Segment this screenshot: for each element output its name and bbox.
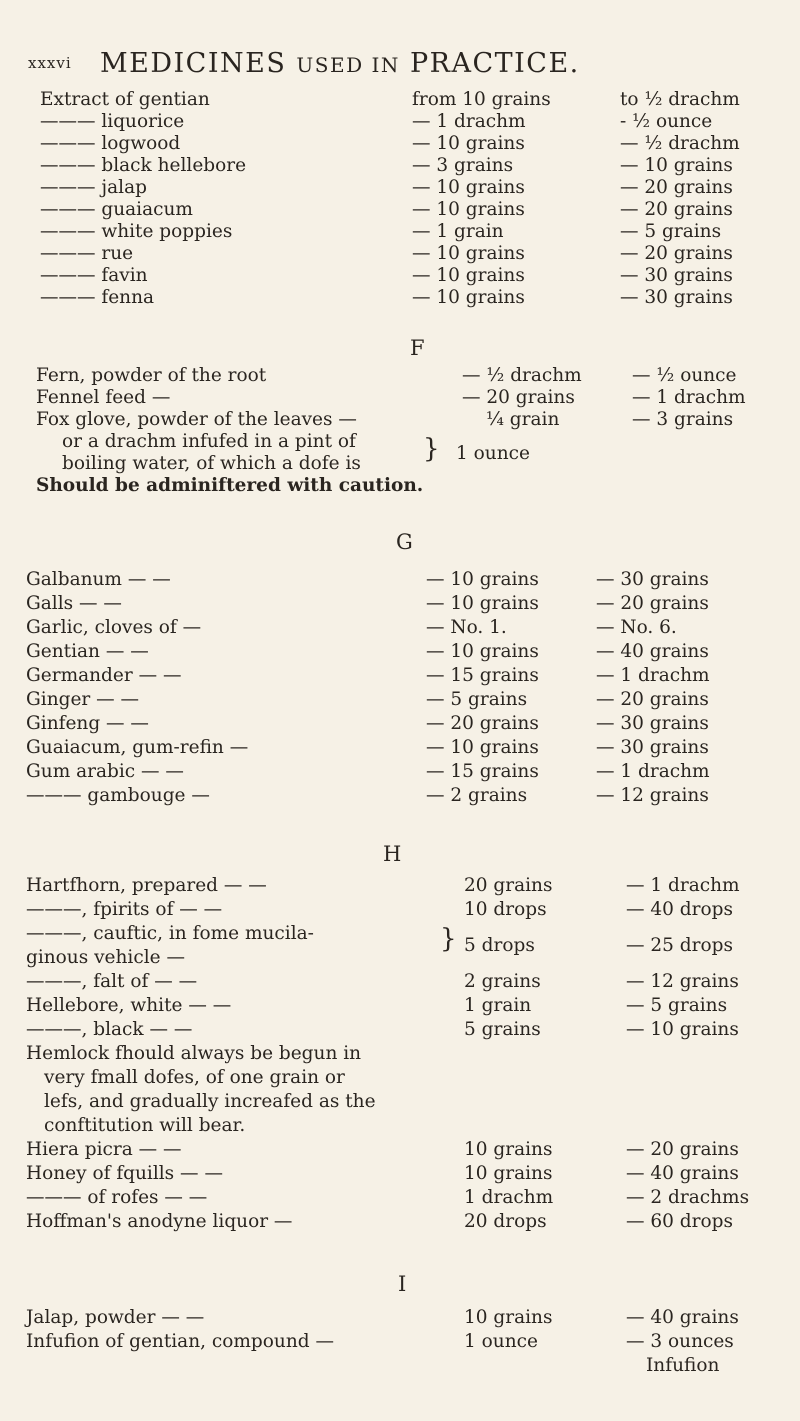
medicine-name: Guaiacum, gum-refin — [26,737,249,758]
dose-from: 10 drops [464,899,547,920]
medicine-name: Gum arabic — — [26,761,184,782]
dosage-row [26,898,786,922]
medicine-name: Hellebore, white — — [26,995,232,1016]
dose-to: — 5 grains [620,221,722,242]
dosage-row [26,640,786,664]
dosage-row [40,176,780,200]
medicine-name: ——— liquorice [40,111,185,132]
dose-from: 5 grains [464,1019,541,1040]
medicine-name: ——— gambouge — [26,785,210,806]
dosage-row [36,408,786,432]
medicine-name: Gentian — — [26,641,149,662]
medicine-name: Germander — — [26,665,182,686]
dose-to: — 20 grains [620,243,733,264]
dose-from: — ½ drachm [462,365,582,386]
dose-from: ¼ grain [486,409,560,430]
dose-to: — 40 grains [626,1307,739,1328]
medicine-name: ——— logwood [40,133,181,154]
dose-from: 1 ounce [464,1331,538,1352]
dose-from: — 10 grains [426,737,539,758]
dose-from: — 3 grains [412,155,514,176]
medicine-name: Galls — — [26,593,122,614]
dose-to: — 30 grains [620,265,733,286]
dose-from: — 5 grains [426,689,528,710]
dose-from: 1 drachm [464,1187,554,1208]
dose-to: — 40 grains [626,1163,739,1184]
medicine-name: ———, black — — [26,1019,193,1040]
section-letter: I [398,1272,407,1296]
note-line: boiling water, of which a dofe is [62,453,361,474]
dose-to: — 12 grains [626,971,739,992]
dosage-row [36,364,786,388]
dosage-row [40,110,780,134]
dose-from: — 2 grains [426,785,528,806]
dose-from: — 10 grains [412,199,525,220]
medicine-name: ——— of rofes — — [26,1187,208,1208]
dose-to: — ½ drachm [620,133,740,154]
dose-from: 20 grains [464,875,553,896]
dose-from: — 10 grains [412,177,525,198]
medicine-name: Honey of fquills — — [26,1163,223,1184]
dose-from: 10 grains [464,1163,553,1184]
medicine-name: Hartfhorn, prepared — — [26,875,267,896]
medicine-name: Hoffman's anodyne liquor — [26,1211,293,1232]
brace-icon: } [423,434,440,464]
note-line: lefs, and gradually increafed as the [44,1091,376,1112]
dose-to: — ½ ounce [632,365,737,386]
dosage-row [26,1162,786,1186]
note-line: ———, cauftic, in fome mucila- [26,923,314,944]
running-header [28,48,788,82]
medicine-name: Extract of gentian [40,89,210,110]
dosage-row [40,132,780,156]
medicine-name: ——— white poppies [40,221,233,242]
dose-from: from 10 grains [412,89,551,110]
dosage-row [26,970,786,994]
dose-from: 5 drops [464,935,535,956]
caution-note: Should be adminiftered with caution. [36,475,424,496]
section-letter: F [410,336,425,360]
dosage-row [40,154,780,178]
note-line: ginous vehicle — [26,947,185,968]
dose-from: — 15 grains [426,761,539,782]
dosage-row [26,784,786,808]
medicine-name: Ginger — — [26,689,140,710]
dosage-row [26,568,786,592]
medicine-name: ——— rue [40,243,134,264]
medicine-name: Infufion of gentian, compound — [26,1331,334,1352]
dose-to: - ½ ounce [620,111,713,132]
medicine-name: ——— black hellebore [40,155,247,176]
dose-to: — 40 drops [626,899,733,920]
medicine-name: Ginfeng — — [26,713,149,734]
dose-from: 20 drops [464,1211,547,1232]
medicine-name: Fennel feed — [36,387,171,408]
note-line: conftitution will bear. [44,1115,246,1136]
dose-from: 2 grains [464,971,541,992]
dose-from: — 10 grains [412,287,525,308]
medicine-name: Garlic, cloves of — [26,617,202,638]
dosage-row [26,1138,786,1162]
medicine-name: ——— fenna [40,287,155,308]
medicine-name: Jalap, powder — — [26,1307,205,1328]
dose-from: — 10 grains [426,593,539,614]
note-line: or a drachm infufed in a pint of [62,431,356,452]
dosage-row [26,1186,786,1210]
dose-from: 10 grains [464,1307,553,1328]
dosage-row [36,386,786,410]
dose-to: — 5 grains [626,995,728,1016]
dosage-row [26,592,786,616]
dose-to: — 30 grains [596,737,709,758]
dosage-row [26,664,786,688]
page-number: xxxvi [28,54,72,72]
dose-to: — 20 grains [596,689,709,710]
running-title-main: MEDICINES [100,48,287,79]
running-title-end: PRACTICE. [409,48,580,79]
dose-from: — 10 grains [412,133,525,154]
medicine-name: ———, fpirits of — — [26,899,223,920]
dose-to: — No. 6. [596,617,677,638]
section-letter: G [396,530,413,554]
dose-to: — 20 grains [620,199,733,220]
section-letter: H [383,842,402,866]
dose-to: — 12 grains [596,785,709,806]
trailing-word: Infufion [646,1355,720,1376]
dosage-row [26,1306,786,1330]
dosage-row [26,712,786,736]
dosage-row [40,264,780,288]
medicine-name: ——— jalap [40,177,147,198]
dose-from: — 10 grains [426,569,539,590]
note-amount: 1 ounce [456,443,530,464]
running-title [100,48,580,79]
medicine-name: ——— guaiacum [40,199,193,220]
medicine-name: Fox glove, powder of the leaves — [36,409,357,430]
dose-to: — 3 ounces [626,1331,734,1352]
dosage-row [40,220,780,244]
dose-to: — 30 grains [596,713,709,734]
dosage-row [26,1210,786,1234]
dose-to: — 20 grains [620,177,733,198]
running-title-mid: USED IN [296,53,400,77]
dosage-row [26,1018,786,1042]
dosage-row [26,688,786,712]
dose-to: — 10 grains [620,155,733,176]
dose-from: — 15 grains [426,665,539,686]
dosage-row [26,616,786,640]
dosage-row [26,874,786,898]
dose-to: — 40 grains [596,641,709,662]
note-line: very fmall dofes, of one grain or [44,1067,345,1088]
medicine-name: Galbanum — — [26,569,171,590]
dose-to: — 20 grains [596,593,709,614]
dosage-row [26,760,786,784]
medicine-name: Hiera picra — — [26,1139,182,1160]
dosage-row [26,1330,786,1354]
dose-from: — 10 grains [412,243,525,264]
dosage-row [40,198,780,222]
dose-from: — No. 1. [426,617,507,638]
dose-to: — 1 drachm [596,665,710,686]
dose-from: 1 grain [464,995,532,1016]
dose-from: — 10 grains [426,641,539,662]
dosage-row [40,286,780,310]
dosage-row [40,242,780,266]
dose-from: — 10 grains [412,265,525,286]
dose-to: — 60 drops [626,1211,733,1232]
dose-to: — 30 grains [620,287,733,308]
dosage-row [26,736,786,760]
dose-from: — 1 drachm [412,111,526,132]
dose-to: — 1 drachm [632,387,746,408]
dose-to: — 20 grains [626,1139,739,1160]
dose-to: — 1 drachm [596,761,710,782]
brace-icon: } [440,924,457,954]
dose-from: 10 grains [464,1139,553,1160]
dosage-row [26,994,786,1018]
dose-to: — 2 drachms [626,1187,750,1208]
dose-from: — 20 grains [426,713,539,734]
dose-to: — 30 grains [596,569,709,590]
medicine-name: Fern, powder of the root [36,365,267,386]
medicine-name: ———, falt of — — [26,971,198,992]
dose-to: — 1 drachm [626,875,740,896]
dose-to: to ½ drachm [620,89,740,110]
dose-from: — 20 grains [462,387,575,408]
note-line: Hemlock fhould always be begun in [26,1043,362,1064]
medicine-name: ——— favin [40,265,148,286]
dosage-row [40,88,780,112]
dose-to: — 25 drops [626,935,733,956]
dose-to: — 10 grains [626,1019,739,1040]
dose-to: — 3 grains [632,409,734,430]
dose-from: — 1 grain [412,221,504,242]
